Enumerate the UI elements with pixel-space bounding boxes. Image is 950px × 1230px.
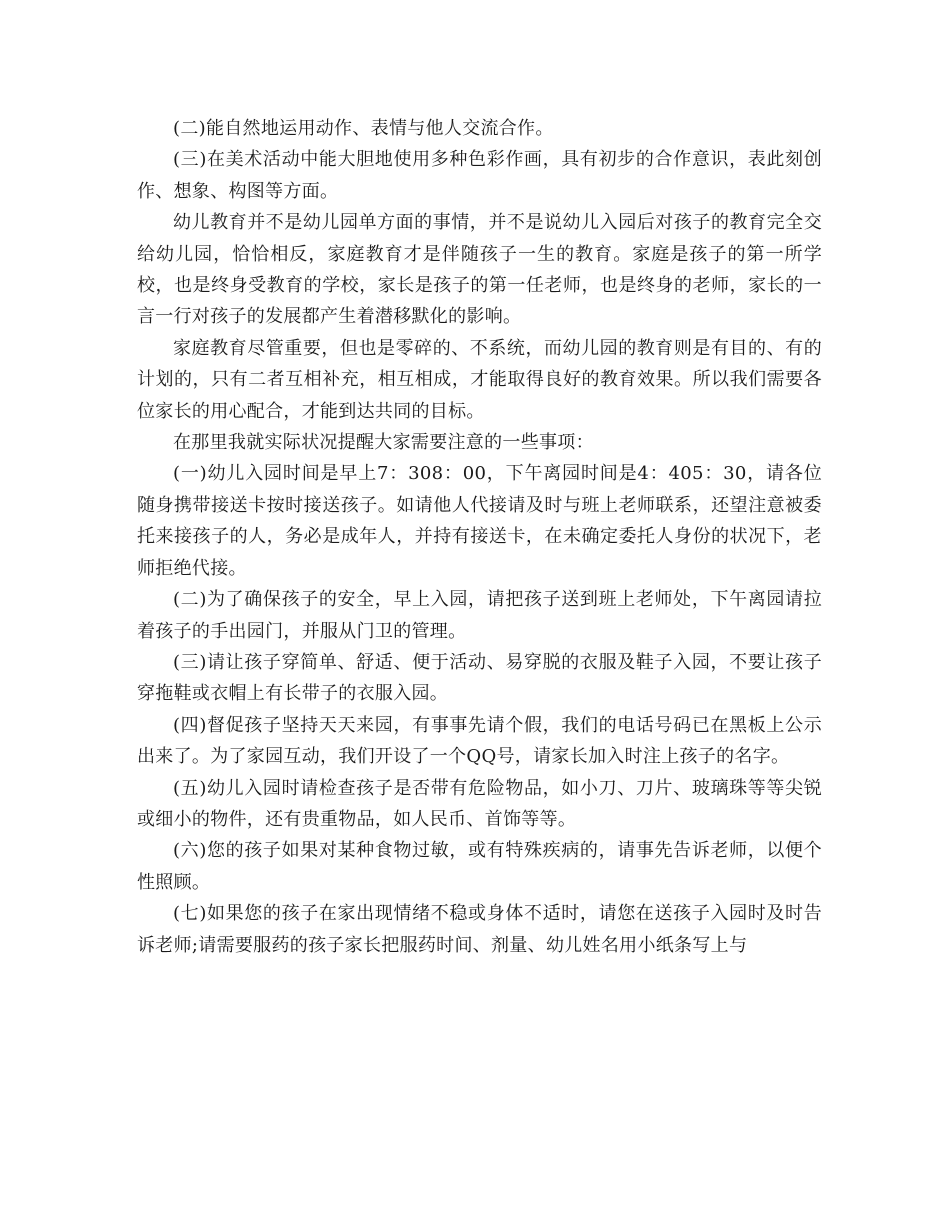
paragraph: (七)如果您的孩子在家出现情绪不稳或身体不适时，请您在送孩子入园时及时告诉老师;请需要服药的孩子家长把服药时间、剂量、幼儿姓名用小纸条写上与 <box>137 903 822 956</box>
paragraph: (三)在美术活动中能大胆地使用多种色彩作画，具有初步的合作意识，表此刻创作、想象、构图等方面。 <box>137 149 822 202</box>
paragraph: 在那里我就实际状况提醒大家需要注意的一些事项： <box>173 432 594 454</box>
paragraph: (二)为了确保孩子的安全，早上入园，请把孩子送到班上老师处，下午离园请拉着孩子的手出园门，并服从门卫的管理。 <box>137 589 822 642</box>
paragraph: (五)幼儿入园时请检查孩子是否带有危险物品，如小刀、刀片、玻璃珠等等尖锐或细小的物件，还有贵重物品，如人民币、首饰等等。 <box>137 777 822 830</box>
paragraph: (三)请让孩子穿简单、舒适、便于活动、易穿脱的衣服及鞋子入园，不要让孩子穿拖鞋或衣帽上有长带子的衣服入园。 <box>137 651 822 705</box>
document-body <box>137 113 822 961</box>
paragraph: (二)能自然地运用动作、表情与他人交流合作。 <box>173 118 554 139</box>
paragraph: (六)您的孩子如果对某种食物过敏，或有特殊疾病的，请事先告诉老师，以便个性照顾。 <box>137 840 822 893</box>
paragraph: 家庭教育尽管重要，但也是零碎的、不系统，而幼儿园的教育则是有目的、有的计划的，只有二者互相补充，相互相成，才能取得良好的教育效果。所以我们需要各位家长的用心配合，才能到达共同的目标。 <box>137 337 822 422</box>
paragraph: (四)督促孩子坚持天天来园，有事事先请个假，我们的电话号码已在黑板上公示出来了。为了家园互动，我们开设了一个QQ号，请家长加入时注上孩子的名字。 <box>137 714 822 768</box>
paragraph: 幼儿教育并不是幼儿园单方面的事情，并不是说幼儿入园后对孩子的教育完全交给幼儿园，恰恰相反，家庭教育才是伴随孩子一生的教育。家庭是孩子的第一所学校，也是终身受教育的学校，家长是孩子的第一任老师，也是终身的老师，家长的一言一行对孩子的发展都产生着潜移默化的影响。 <box>137 212 822 328</box>
paragraph: (一)幼儿入园时间是早上7：308：00，下午离园时间是4：405：30，请各位随身携带接送卡按时接送孩子。如请他人代接请及时与班上老师联系，还望注意被委托来接孩子的人，务必是成年人，并持有接送卡，在未确定委托人身份的状况下，老师拒绝代接。 <box>137 463 822 579</box>
